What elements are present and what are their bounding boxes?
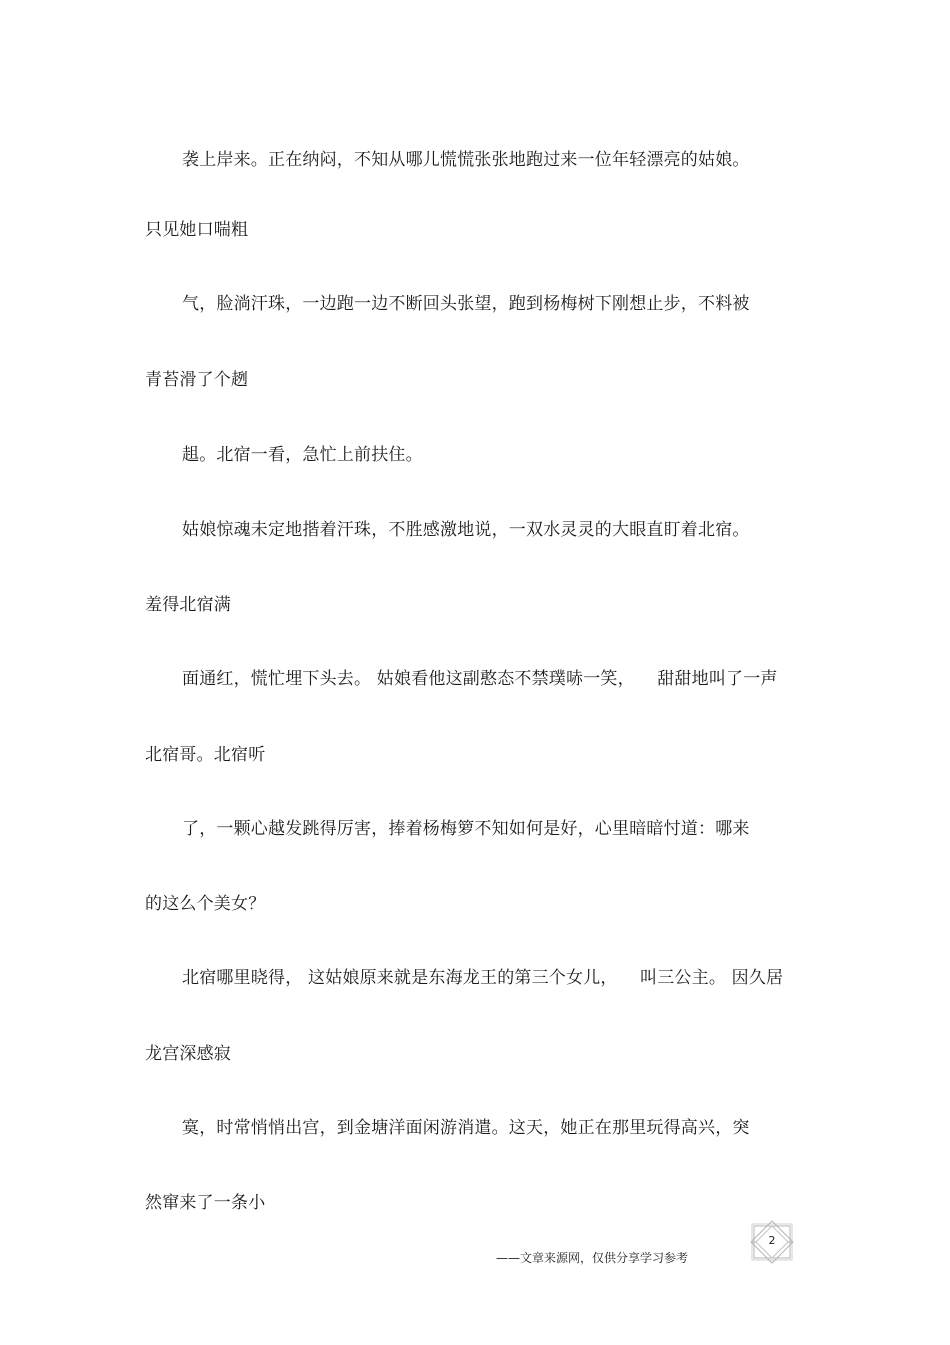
paragraph-line-5: 趄。北宿一看，急忙上前扶住。 xyxy=(182,445,423,465)
paragraph-line-9: 北宿哥。北宿听 xyxy=(145,745,266,765)
paragraph-line-6: 姑娘惊魂未定地揩着汗珠，不胜感激地说，一双水灵灵的大眼直盯着北宿。 xyxy=(182,520,750,540)
paragraph-line-7: 羞得北宿满 xyxy=(145,595,231,615)
page-number: 2 xyxy=(768,1234,776,1247)
paragraph-line-8: 面通红，慌忙埋下头去。 姑娘看他这副憨态不禁璞哧一笑， 甜甜地叫了一声 xyxy=(182,669,778,689)
paragraph-line-1: 袭上岸来。正在纳闷，不知从哪儿慌慌张张地跑过来一位年轻漂亮的姑娘。 xyxy=(182,150,750,170)
paragraph-line-3: 气，脸淌汗珠，一边跑一边不断回头张望，跑到杨梅树下刚想止步，不料被 xyxy=(182,294,750,314)
paragraph-line-14: 寞，时常悄悄出宫，到金塘洋面闲游消遣。这天，她正在那里玩得高兴，突 xyxy=(182,1118,750,1138)
paragraph-line-2: 只见她口喘粗 xyxy=(145,220,249,240)
paragraph-line-11: 的这么个美女？ xyxy=(145,894,266,914)
paragraph-line-12: 北宿哪里晓得， 这姑娘原来就是东海龙王的第三个女儿， 叫三公主。 因久居 xyxy=(182,968,784,988)
paragraph-line-10: 了，一颗心越发跳得厉害，捧着杨梅箩不知如何是好，心里暗暗忖道：哪来 xyxy=(182,819,750,839)
paragraph-line-15: 然窜来了一条小 xyxy=(145,1193,266,1213)
page-number-badge xyxy=(749,1220,795,1264)
paragraph-line-4: 青苔滑了个趔 xyxy=(145,370,249,390)
paragraph-line-13: 龙宫深感寂 xyxy=(145,1044,231,1064)
footer-source-note: ——文章来源网，仅供分享学习参考 xyxy=(496,1251,689,1265)
